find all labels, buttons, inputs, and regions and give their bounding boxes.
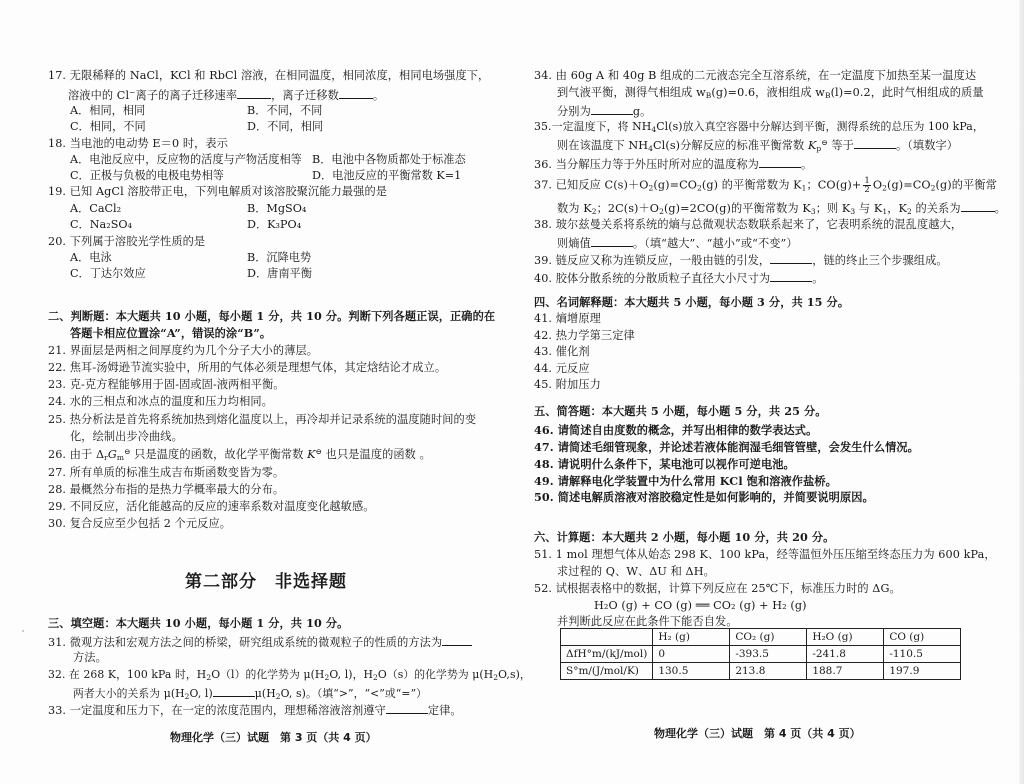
scan-speck	[22, 630, 24, 632]
question-52: 52. 试根据表格中的数据，计算下列反应在 25℃下，标准压力时的 ΔG。	[534, 582, 901, 595]
answer-blank[interactable]	[591, 103, 633, 115]
fraction-one-half: $\frac{1}{2}$	[864, 176, 870, 195]
question-31-line2: 方法。	[73, 651, 107, 664]
question-20: 20. 下列属于溶胶光学性质的是	[48, 235, 206, 248]
question-18: 18. 当电池的电动势 E＝0 时，表示	[48, 137, 228, 150]
answer-blank[interactable]	[961, 200, 995, 212]
question-number: 17.	[48, 69, 67, 82]
question-51: 51. 1 mol 理想气体从始态 298 K、100 kPa，经等温恒外压压缩至终态压力为 600 kPa，	[534, 548, 996, 561]
question-44: 44. 元反应	[534, 362, 590, 375]
page-footer: 物理化学（三）试题 第 3 页（共 4 页）	[170, 731, 377, 744]
answer-blank[interactable]	[854, 137, 896, 149]
option-c[interactable]: C．正极与负极的电极电势相等	[70, 169, 224, 182]
section-6-header: 六、计算题：本大题共 2 小题，每小题 10 分，共 20 分。	[534, 530, 835, 544]
question-26: 26. 由于 $\Delta_rG_m^⊖$ 只是温度的函数，故化学平衡常数 K⊖ 也只是温度的函数 。	[48, 447, 431, 462]
question-22: 22. 焦耳-汤姆逊节流实验中，所用的气体必须是理想气体，其定焓结论才成立。	[48, 361, 447, 374]
section-3-header: 三、填空题：本大题共 10 小题，每小题 1 分，共 10 分。	[48, 616, 349, 630]
question-38-line2: 则熵值 。（填“越大”、“越小”或“不变”）	[557, 237, 798, 250]
question-25-line2: 化，绘制出步冷曲线。	[70, 430, 183, 443]
question-25: 25. 热分析法是首先将系统加热到熔化温度以上，再冷却并记录系统的温度随时间的变	[48, 413, 477, 426]
question-28: 28. 最概然分布指的是热力学概率最大的分布。	[48, 483, 285, 496]
option-c[interactable]: C．丁达尔效应	[70, 267, 146, 280]
part-2-title: 第二部分 非选择题	[185, 572, 347, 592]
scan-edge-shadow	[1019, 0, 1024, 784]
option-b[interactable]: B．MgSO₄	[247, 202, 307, 215]
question-39: 39. 链反应又称为连锁反应，一般由链的引发， ，链的终止三个步骤组成。	[534, 254, 948, 267]
question-49: 49. 请解释电化学装置中为什么常用 KCl 饱和溶液作盐桥。	[534, 474, 837, 488]
answer-blank[interactable]	[213, 685, 255, 697]
answer-blank[interactable]	[339, 87, 373, 99]
question-text: 无限稀释的 NaCl，KCl 和 RbCl 溶液，在相同温度，相同浓度，相同电场强度下，	[69, 69, 490, 82]
answer-blank[interactable]	[237, 87, 271, 99]
option-a[interactable]: A．CaCl₂	[70, 202, 122, 215]
question-17	[48, 69, 489, 83]
question-40: 40. 胶体分散系统的分散质粒子直径大小尺寸为 。	[534, 272, 824, 285]
answer-blank[interactable]	[759, 156, 801, 168]
answer-blank[interactable]	[770, 252, 812, 264]
question-34-line3: 分别为 g。	[557, 105, 652, 118]
question-27: 27. 所有单质的标准生成吉布斯函数变皆为零。	[48, 466, 285, 479]
question-29: 29. 不同反应，活化能越高的反应的速率系数对温度变化越敏感。	[48, 500, 375, 513]
question-42: 42. 热力学第三定律	[534, 329, 635, 342]
reaction-equation: H₂O (g) + CO (g) ══ CO₂ (g) + H₂ (g)	[594, 599, 807, 612]
option-b[interactable]: B．不同，不同	[247, 104, 323, 117]
question-37-line2: 数为 $K_2$；$2C(s)+O_2(g)=2CO(g)$的平衡常数为 $K_3$；则 $K_3$ 与 $K_1$，$K_2$ 的关系为 。	[557, 202, 1006, 216]
table-row: ΔfH°m/(kJ/mol) 0 -393.5 -241.8 -110.5	[561, 646, 961, 663]
question-23: 23. 克-克方程能够用于固-固或固-液两相平衡。	[48, 378, 285, 391]
question-51-line2: 求过程的 Q、W、ΔU 和 ΔH。	[557, 565, 715, 578]
question-34: 34. 由 60g A 和 40g B 组成的二元液态完全互溶系统，在一定温度下加热至某一温度达	[534, 69, 977, 82]
thermo-data-table	[560, 628, 961, 680]
question-46: 46. 请简述自由度数的概念，并写出相律的数学表达式。	[534, 423, 818, 437]
question-52-line3: 并判断此反应在此条件下能否自发。	[557, 615, 738, 628]
question-48: 48. 请说明什么条件下，某电池可以视作可逆电池。	[534, 457, 795, 471]
question-33: 33. 一定温度和压力下，在一定的浓度范围内，理想稀溶液溶剂遵守 定律。	[48, 704, 462, 717]
question-32-line2: 两者大小的关系为 $\mu(H_2O$, l) $\mu(H_2O$, s)。（填“>”，“<”或“=”）	[73, 687, 428, 701]
question-21: 21. 界面层是两相之间厚度约为几个分子大小的薄层。	[48, 344, 319, 357]
option-b[interactable]: B．沉降电势	[247, 251, 312, 264]
section-5-header: 五、简答题：本大题共 5 小题，每小题 5 分，共 25 分。	[534, 404, 827, 418]
question-47: 47. 请简述毛细管现象，并论述若液体能润湿毛细管管壁，会发生什么情况。	[534, 440, 919, 454]
question-32: 32. 在 268 K，100 kPa 时，$H_2O(l)$的化学势为 $\mu(H_2O$, l)，$H_2O(s)$的化学势为 $\mu(H_2O,s)$，	[48, 668, 531, 682]
table-row: S°m/(J/mol/K) 130.5 213.8 188.7 197.9	[561, 663, 961, 680]
page-footer: 物理化学（三）试题 第 4 页（共 4 页）	[654, 727, 861, 740]
row-label: S°m/(J/mol/K)	[561, 663, 653, 680]
question-19: 19. 已知 AgCl 溶胶带正电，下列电解质对该溶胶聚沉能力最强的是	[48, 185, 388, 198]
section-4-header: 四、名词解释题：本大题共 5 小题，每小题 3 分，共 15 分。	[534, 295, 850, 309]
question-35: 35.一定温度下，将 $NH_4Cl(s)$放入真空容器中分解达到平衡，测得系统的总压为 100 kPa，	[534, 120, 984, 134]
k-p-standard-symbol: K	[807, 139, 817, 152]
question-30: 30. 复合反应至少包括 2 个元反应。	[48, 517, 232, 530]
section-2-header: 二、判断题：本大题共 10 小题，每小题 1 分，共 10 分。判断下列各题正误，正确的在	[48, 309, 496, 323]
question-17-line2: 溶液中的 Cl−离子的离子迁移速率 ，离子迁移数 。	[68, 88, 385, 102]
question-50: 50. 简述电解质溶液对溶胶稳定性是如何影响的，并简要说明原因。	[534, 490, 874, 504]
answer-blank[interactable]	[442, 634, 472, 646]
option-d[interactable]: D．不同，相同	[247, 120, 324, 133]
answer-blank[interactable]	[386, 702, 428, 714]
option-d[interactable]: D．K₃PO₄	[247, 218, 302, 231]
question-38: 38. 玻尔兹曼关系将系统的熵与总微观状态数联系起来了，它表明系统的混乱度越大，	[534, 218, 963, 231]
question-43: 43. 催化剂	[534, 345, 590, 358]
row-label: ΔfH°m/(kJ/mol)	[561, 646, 653, 663]
question-41: 41. 熵增原理	[534, 312, 601, 325]
question-35-line2: 则在该温度下 $NH_4Cl(s)$分解反应的标准平衡常数 $K_p^⊖$ 等于 。（填数字）	[557, 138, 959, 153]
question-31: 31. 微观方法和宏观方法之间的桥梁，研究组成系统的微观粒子的性质的方法为	[48, 634, 472, 650]
option-d[interactable]: D．唐南平衡	[247, 267, 312, 280]
delta-r-g-symbol: $\Delta_rG_m^⊖$	[95, 447, 131, 462]
question-34-line2: 到气液平衡，测得气相组成 $w_B(g)=0.6$，液相组成 $w_B(l)=0.2$，此时气相组成的质量	[557, 86, 984, 100]
option-a[interactable]: A．电泳	[70, 251, 112, 264]
option-d[interactable]: D．电池反应的平衡常数 K=1	[312, 169, 462, 182]
option-a[interactable]: A．相同，相同	[70, 104, 146, 117]
k-standard-symbol: K	[307, 448, 316, 461]
question-45: 45. 附加压力	[534, 378, 601, 391]
table-header-row: H₂ (g) CO₂ (g) H₂O (g) CO (g)	[561, 629, 961, 646]
answer-blank[interactable]	[591, 235, 633, 247]
answer-blank[interactable]	[770, 270, 812, 282]
question-24: 24. 水的三相点和冰点的温度和压力均相同。	[48, 395, 273, 408]
option-c[interactable]: C．Na₂SO₄	[70, 218, 133, 231]
section-2-header-line2: 答题卡相应位置涂“A”，错误的涂“B”。	[70, 326, 272, 340]
question-37: 37. 已知反应 $C(s)+O_2(g)=CO_2(g)$ 的平衡常数为 $K_1$；CO(g)+ $\frac{1}{2}$ $O_2(g)=CO_2(g)$的平衡常	[534, 176, 997, 195]
option-a[interactable]: A．电池反应中，反应物的活度与产物活度相等	[70, 153, 302, 166]
option-b[interactable]: B．电池中各物质都处于标准态	[312, 153, 466, 166]
question-36: 36. 当分解压力等于外压时所对应的温度称为 。	[534, 158, 813, 171]
option-c[interactable]: C．相同，不同	[70, 120, 146, 133]
